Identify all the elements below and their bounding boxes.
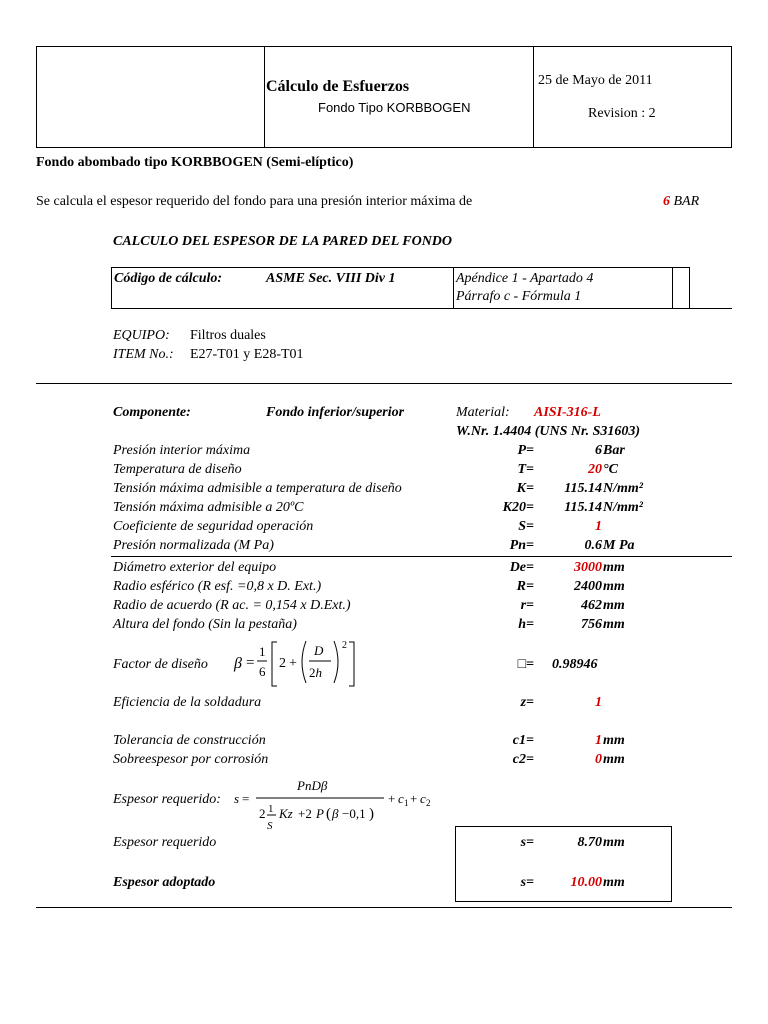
intro-pressure-value: 6 — [663, 194, 670, 209]
tol-c2-symbol: c2= — [512, 752, 534, 767]
row-symbol: Pn= — [509, 538, 534, 553]
row-label: Tensión máxima admisible a temperatura de diseño — [113, 481, 402, 496]
intro-pressure — [663, 194, 699, 210]
tol-c1-symbol: c1= — [512, 733, 534, 748]
header-revision: Revision : 2 — [588, 106, 656, 121]
row-symbol: h= — [518, 617, 534, 632]
divider-bottom — [36, 907, 732, 908]
row-symbol: De= — [509, 560, 534, 575]
svg-text:−0,1: −0,1 — [342, 806, 366, 821]
svg-text:=: = — [246, 655, 255, 671]
row-label: Altura del fondo (Sin la pestaña) — [113, 617, 297, 632]
code-ref-1: Apéndice 1 - Apartado 4 — [456, 271, 594, 286]
row-label: Radio de acuerdo (R ac. = 0,154 x D.Ext.) — [113, 598, 351, 613]
row-symbol: r= — [520, 598, 534, 613]
equipo-value: Filtros duales — [190, 328, 266, 343]
svg-text:c: c — [398, 791, 404, 806]
component-label: Componente: — [113, 405, 191, 420]
espesor-adoptado-value: 10.00 — [570, 875, 602, 890]
espesor-formula — [232, 774, 446, 832]
espesor-requerido-unit: mm — [603, 835, 625, 850]
row-value: 3000 — [574, 560, 602, 575]
row-symbol: K20= — [502, 500, 534, 515]
svg-text:β: β — [234, 655, 242, 672]
row-symbol: K= — [516, 481, 534, 496]
factor-value: 0.98946 — [552, 657, 598, 672]
component-value: Fondo inferior/superior — [266, 405, 405, 420]
equipo-label: EQUIPO: — [113, 328, 170, 343]
row-unit: mm — [603, 560, 625, 575]
row-label: Presión normalizada (M Pa) — [113, 538, 274, 553]
row-value: 462 — [581, 598, 602, 613]
svg-text:+: + — [289, 656, 297, 671]
rows-divider — [111, 556, 732, 557]
row-symbol: T= — [517, 462, 534, 477]
weld-symbol: z= — [520, 695, 534, 710]
row-label: Temperatura de diseño — [113, 462, 242, 477]
svg-text:): ) — [369, 806, 374, 822]
tol-c2-value: 0 — [595, 752, 602, 767]
row-symbol: P= — [517, 443, 534, 458]
svg-text:(: ( — [326, 806, 331, 822]
svg-text:D: D — [314, 643, 324, 658]
svg-text:+: + — [410, 791, 418, 806]
svg-text:c: c — [420, 791, 426, 806]
row-value: 20 — [588, 462, 602, 477]
row-label: Coeficiente de seguridad operación — [113, 519, 314, 534]
svg-text:2h: 2h — [309, 665, 322, 680]
header-divider-right — [533, 47, 534, 147]
row-unit: mm — [603, 598, 625, 613]
tol-c2-label: Sobreespesor por corrosión — [113, 752, 269, 767]
row-symbol: S= — [518, 519, 534, 534]
svg-text:2: 2 — [342, 640, 347, 651]
espesor-adoptado-symbol: s= — [520, 875, 534, 890]
row-unit: N/mm² — [603, 500, 643, 515]
code-ref-2: Párrafo c - Fórmula 1 — [456, 289, 582, 304]
svg-text:6: 6 — [259, 664, 266, 679]
row-label: Presión interior máxima — [113, 443, 251, 458]
row-value: 115.14 — [564, 481, 602, 496]
row-label: Radio esférico (R esf. =0,8 x D. Ext.) — [113, 579, 322, 594]
svg-text:PnDβ: PnDβ — [297, 778, 328, 793]
row-value: 1 — [595, 519, 602, 534]
weld-value: 1 — [595, 695, 602, 710]
item-value: E27-T01 y E28-T01 — [190, 347, 304, 362]
section-title: CALCULO DEL ESPESOR DE LA PARED DEL FONDO — [113, 234, 453, 249]
row-unit: N/mm² — [603, 481, 643, 496]
tol-c1-value: 1 — [595, 733, 602, 748]
code-box-divider-right — [672, 268, 673, 308]
factor-label: Factor de diseño — [113, 657, 208, 672]
intro-sentence: Se calcula el espesor requerido del fondo para una presión interior máxima de — [36, 194, 473, 209]
page-subtitle: Fondo Tipo KORBBOGEN — [318, 100, 471, 115]
row-value: 6 — [595, 443, 602, 458]
svg-text:2: 2 — [259, 806, 266, 821]
code-label: Código de cálculo: — [114, 271, 223, 286]
espesor-adoptado-unit: mm — [603, 875, 625, 890]
factor-symbol: □= — [517, 657, 534, 672]
svg-text:+2: +2 — [298, 806, 312, 821]
material-label: Material: — [456, 405, 510, 420]
espesor-formula-label: Espesor requerido: — [113, 792, 221, 807]
row-value: 2400 — [574, 579, 602, 594]
row-symbol: R= — [516, 579, 534, 594]
row-value: 115.14 — [564, 500, 602, 515]
row-label: Tensión máxima admisible a 20ºC — [113, 500, 304, 515]
row-unit: mm — [603, 617, 625, 632]
row-label: Diámetro exterior del equipo — [113, 560, 277, 575]
row-unit: M Pa — [603, 538, 635, 553]
material-wnr: W.Nr. 1.4404 (UNS Nr. S31603) — [456, 424, 641, 439]
espesor-requerido-value: 8.70 — [577, 835, 602, 850]
row-unit: °C — [603, 462, 618, 477]
weld-label: Eficiencia de la soldadura — [113, 695, 262, 710]
row-value: 0.6 — [584, 538, 602, 553]
svg-text:1: 1 — [259, 644, 266, 659]
svg-text:1: 1 — [404, 798, 409, 808]
intro-pressure-unit: BAR — [673, 194, 700, 209]
svg-text:P: P — [316, 806, 324, 821]
espesor-adoptado-label: Espesor adoptado — [113, 875, 216, 890]
code-box-divider — [453, 268, 454, 308]
beta-formula — [230, 636, 360, 688]
page-title: Cálculo de Esfuerzos — [266, 78, 410, 95]
material-value: AISI-316-L — [534, 405, 601, 420]
header-box — [36, 46, 732, 148]
divider-top — [36, 383, 732, 384]
tol-c2-unit: mm — [603, 752, 625, 767]
header-date: 25 de Mayo de 2011 — [538, 73, 653, 88]
svg-text:2: 2 — [426, 798, 431, 808]
row-unit: Bar — [603, 443, 625, 458]
svg-text:Kz: Kz — [279, 806, 293, 821]
item-label: ITEM No.: — [113, 347, 174, 362]
svg-text:+: + — [388, 791, 396, 806]
svg-text:2: 2 — [279, 656, 286, 671]
espesor-requerido-symbol: s= — [520, 835, 534, 850]
header-divider-left — [264, 47, 265, 147]
svg-text:s: s — [234, 791, 240, 806]
intro-heading: Fondo abombado tipo KORBBOGEN (Semi-elíptico) — [36, 155, 354, 170]
tol-c1-unit: mm — [603, 733, 625, 748]
svg-text:1: 1 — [268, 803, 274, 815]
svg-text:=: = — [242, 791, 250, 806]
tol-c1-label: Tolerancia de construcción — [113, 733, 266, 748]
svg-text:β: β — [332, 806, 339, 821]
code-box-rule — [672, 308, 732, 309]
espesor-requerido-label: Espesor requerido — [113, 835, 217, 850]
row-value: 756 — [581, 617, 602, 632]
row-unit: mm — [603, 579, 625, 594]
svg-text:S: S — [267, 820, 273, 832]
code-value: ASME Sec. VIII Div 1 — [266, 271, 396, 286]
